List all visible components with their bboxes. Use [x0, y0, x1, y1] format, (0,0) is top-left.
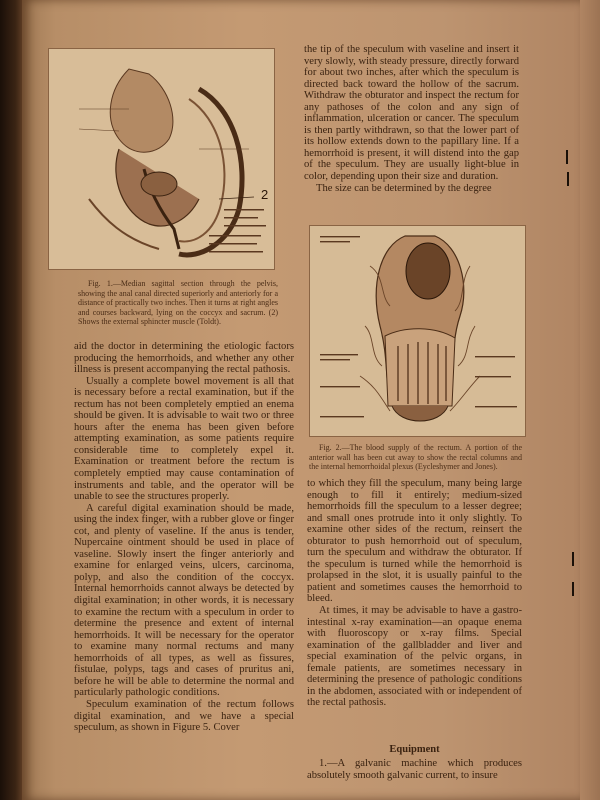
paragraph: 1.—A galvanic machine which produces absolutely smooth galvanic current, to insure	[307, 758, 522, 781]
left-column	[74, 341, 294, 734]
page-edge	[580, 0, 600, 800]
figure-1-caption-text: Fig. 1.—Median sagittal section through the pelvis, showing the anal canal directed superiorly and anteriorly for a distance of practically two inches. Then it turns at right angles and courses backward, lying on the coccyx and sacrum. (2) Shows the external sphincter muscle (Toldt).	[78, 279, 278, 327]
figure-1-caption	[78, 279, 278, 327]
book-spine	[0, 0, 22, 800]
figure-callout-2: 2	[261, 187, 269, 202]
paragraph: Usually a complete bowel movement is all that is necessary before a rectal examination, but if the rectum has not been completely emptied an enema should be given. It is advisable to wait two or three hours after the enema has been given before attempting examination, as some patients require considerable time to completely expel it. Examination or treatment before the rectum is completely emptied may cause contamination of instruments and table, and the operator will be unable to see the structures properly.	[74, 375, 294, 503]
right-column-bottom	[307, 478, 522, 709]
equipment-text	[307, 758, 522, 781]
paragraph: The size can be determined by the degree	[316, 182, 492, 194]
right-column-top	[304, 44, 519, 194]
paragraph: to which they fill the speculum, many being large enough to fill it entirely; medium-sized hemorrhoids fill the speculum to a lesser degree; and small ones protrude into it only slightly. To examine other sides of the rectum, reinsert the obturator to push hemorrhoid out of speculum, turn the speculum and withdraw the obturator. If the speculum is turned while the hemorrhoid is prolapsed in the slot, it is usually painful to the patient and sometimes causes the hemorrhoid to bleed.	[307, 478, 522, 605]
paragraph: aid the doctor in determining the etiologic factors producing the hemorrhoids, and whether any other illness is present accompanying the rectal pathosis.	[74, 341, 294, 376]
figure-1-pelvis-section	[48, 48, 275, 270]
page-edge-mark	[572, 582, 574, 596]
page-edge-mark	[567, 172, 569, 186]
pelvis-illustration	[49, 49, 274, 269]
paragraph: the tip of the speculum with vaseline and insert it very slowly, with steady pressure, directly forward for about two inches, after which the speculum is directed back toward the hollow of the sacrum. Withdraw the obturator and inspect the rectum for any pathoses of the colon and any sign of inflammation, ulceration or cancer. The speculum is then partly withdrawn, so that the lower part of its hollow extends down to the papillary line. If a hemorrhoid is present, it will distend into the gap of the speculum. They are usually light-blue in color, depending upon their size and duration.	[304, 44, 519, 183]
rectum-illustration	[310, 226, 525, 436]
paragraph: At times, it may be advisable to have a gastro-intestinal x-ray examination—an opaque enema with fluoroscopy or x-ray films. Special examination of the gallbladder and liver and special examination of the pelvic organs, in female patients, are sometimes necessary in determining the presence of pathologic conditions in the abdomen, associated with or independent of the rectal pathosis.	[307, 605, 522, 709]
page-edge-mark	[572, 552, 574, 566]
figure-2-caption-text: Fig. 2.—The blood supply of the rectum. A portion of the anterior wall has been cut away to show the rectal columns and the internal hemorrhoidal plexus (Eycleshymer and Jones).	[309, 443, 522, 472]
page-edge-mark	[566, 150, 568, 164]
paragraph: Speculum examination of the rectum follows digital examination, and we have a special speculum, as shown in Figure 5. Cover	[74, 698, 294, 734]
figure-2-rectal-blood-supply	[309, 225, 526, 437]
figure-2-caption	[309, 443, 522, 472]
paragraph: A careful digital examination should be made, using the index finger, with a rubber glove or finger cot, and plenty of vaseline. If the anus is tender, Nupercaine ointment should be used in place of vaseline. Slowly insert the finger anteriorly and examine for enlarged veins, ulcers, carcinoma, polyp, and also the condition of the coccyx. Internal hemorrhoids cannot always be detected by digital examination; in other words, it is necessary to examine the rectum with a speculum in order to determine the presence and extent of internal hemorrhoids. It will be necessary for the operator to examine many normal rectums and many hemorrhoids of all types, as well as fissures, fistulae, polyps, tags and cases of pruritus ani, before he will be able to determine the normal and particularly pathologic conditions.	[74, 502, 294, 699]
equipment-heading: Equipment	[389, 744, 440, 755]
